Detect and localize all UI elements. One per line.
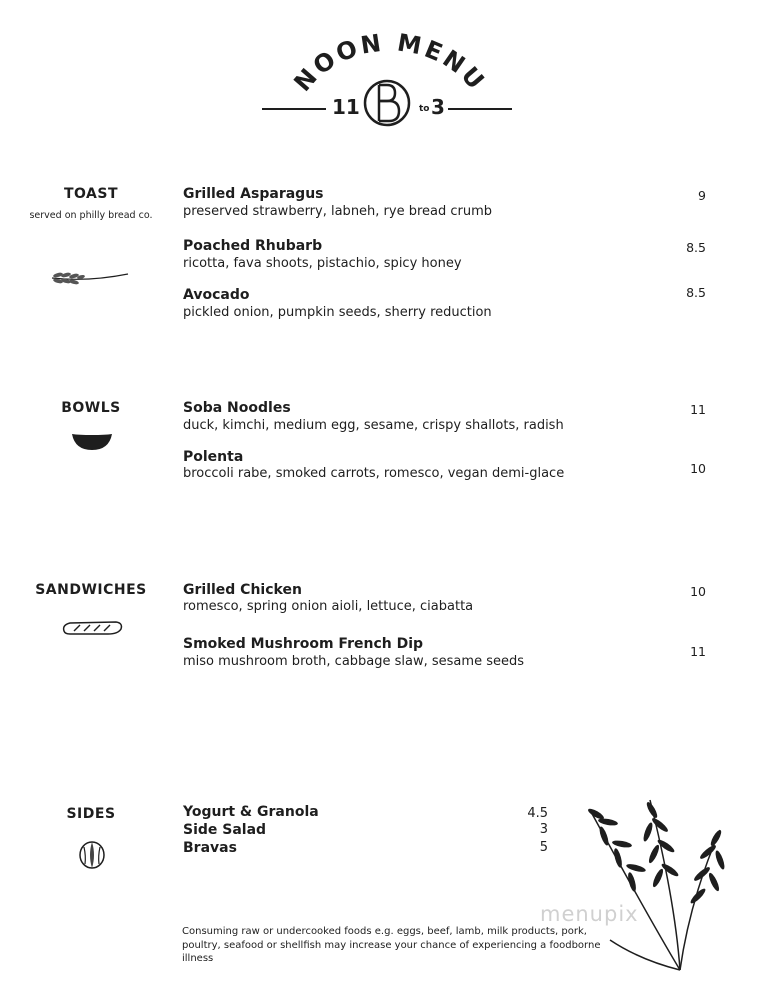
bowl-icon [71,432,113,452]
menu-item-price: 11 [690,402,706,417]
side-item-price: 3 [539,822,548,837]
food-safety-disclaimer [182,925,622,966]
section-title-toast: TOAST [63,186,119,202]
header-rule-right [448,108,512,110]
side-item-price: 4.5 [527,806,548,821]
menu-item-description: pickled onion, pumpkin seeds, sherry reduction [183,305,492,320]
menu-item-description: romesco, spring onion aioli, lettuce, ciabatta [183,599,474,614]
menu-item-description: ricotta, fava shoots, pistachio, spicy honey [183,256,462,271]
hours-end: 3 [431,95,445,119]
disclaimer-line: poultry, seafood or shellfish may increase your chance of experiencing a foodborne illness [182,939,601,964]
menu-item-name: Poached Rhubarb [183,238,323,254]
menu-item-price: 8.5 [686,240,706,255]
menu-item-name: Grilled Asparagus [183,186,324,202]
baguette-icon [60,619,124,637]
disclaimer-line: Consuming raw or undercooked foods e.g. eggs, beef, lamb, milk products, pork, [182,926,587,937]
menu-item-price: 9 [698,188,706,203]
side-item-name: Yogurt & Granola [183,804,319,820]
section-title-sides: SIDES [66,806,116,822]
section-title-sandwiches: SANDWICHES [35,582,147,598]
menu-item-price: 10 [690,461,706,476]
section-title-bowls: BOWLS [61,400,121,416]
menu-item-name: Smoked Mushroom French Dip [183,636,424,652]
hours-to: to [419,104,430,114]
menu-item-name: Avocado [183,287,250,303]
watermark: menupix [540,902,639,926]
menu-title: NOON MENU [288,28,492,97]
section-subtitle-toast: served on philly bread co. [29,210,153,221]
menu-item-description: preserved strawberry, labneh, rye bread crumb [183,204,493,219]
side-item-price: 5 [539,840,548,855]
hours-start: 11 [332,95,360,119]
menu-item-price: 8.5 [686,285,706,300]
menu-item-name: Polenta [183,449,244,465]
logo-monogram-icon [361,75,413,131]
menu-item-name: Grilled Chicken [183,582,302,598]
menu-item-description: miso mushroom broth, cabbage slaw, sesame seeds [183,654,524,669]
vegetable-icon [78,838,106,870]
header-rule-left [262,108,326,110]
menu-item-name: Soba Noodles [183,400,291,416]
menu-item-description: duck, kimchi, medium egg, sesame, crispy shallots, radish [183,418,564,433]
menu-item-description: broccoli rabe, smoked carrots, romesco, vegan demi-glace [183,466,565,481]
side-item-name: Bravas [183,840,237,856]
menu-item-price: 11 [690,644,706,659]
wheat-stalk-icon [48,266,132,290]
side-item-name: Side Salad [183,822,267,838]
menu-item-price: 10 [690,584,706,599]
